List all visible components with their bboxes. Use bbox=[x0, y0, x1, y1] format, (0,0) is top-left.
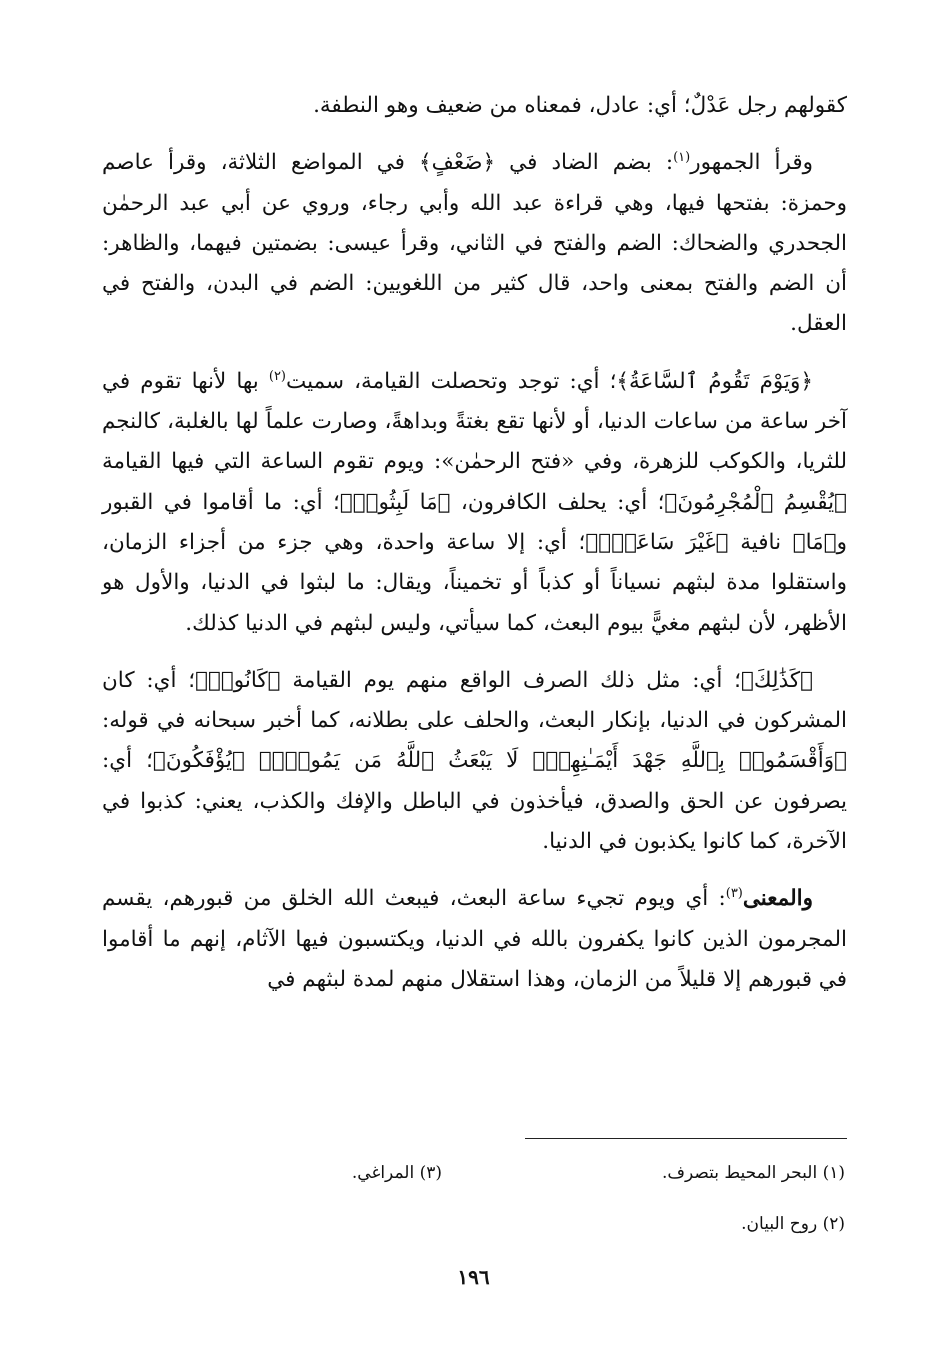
paragraph-3-text-a: ﴿وَيَوْمَ تَقُومُ ٱلسَّاعَةُ﴾؛ أي: توجد وتحصلت القيامة، سميت bbox=[286, 368, 814, 394]
paragraph-1: كقولهم رجل عَدْلٌ؛ أي: عادل، فمعناه من ضعيف وهو النطفة. bbox=[313, 93, 847, 118]
paragraph-2-text: : بضم الضاد في ﴿ضَعْفٍ﴾ في المواضع الثلاثة، وقرأ عاصم وحمزة: بفتحها فيها، وهي قراءة عبد الله وأبي رجاء، وروي عن أبي عبد الرحمٰن الجحدري والضحاك: الضم والفتح في الثاني، وقرأ عيسى: بضمتين فيهما، والظاهر: أن الضم والفتح بمعنى واحد، قال كثير من اللغويين: الضم في البدن، والفتح في العقل. bbox=[102, 150, 847, 337]
paragraph-2 bbox=[102, 143, 847, 344]
paragraph-5-text: : أي ويوم تجيء ساعة البعث، فيبعث الله الخلق من قبورهم، يقسم المجرمون الذين كانوا يكفرون بالله في الدنيا، ويكتسبون فيها الآثام، إنهم ما أقاموا في قبورهم إلا قليلاً من الزمان، وهذا استقلال منهم لمدة لبثهم في bbox=[102, 886, 847, 992]
paragraph-2-lead: وقرأ الجمهور bbox=[690, 150, 814, 176]
paragraph-4: ﴿كَذَٰلِكَ﴾؛ أي: مثل ذلك الصرف الواقع منهم يوم القيامة ﴿كَانُوا۟﴾؛ أي: كان المشركون في الدنيا، بإنكار البعث، والحلف على بطلانه، كما أخبر سبحانه في قوله: ﴿وَأَقْسَمُوا۟ بِٱللَّهِ جَهْدَ أَيْمَـٰنِهِمْۙ لَا يَبْعَثُ ٱللَّهُ مَن يَمُوتُۚ﴾ ﴿يُؤْفَكُونَ﴾؛ أي: يصرفون عن الحق والصدق، فيأخذون في الباطل والإفك والكذب، يعني: كذبوا في الآخرة، كما كانوا يكذبون في الدنيا. bbox=[102, 667, 847, 855]
footnote-2: (٢) روح البيان. bbox=[741, 1214, 845, 1234]
paragraph-5-lead: والمعنى bbox=[742, 886, 813, 912]
paragraph-3-text-b: بها لأنها تقوم في آخر ساعة من ساعات الدنيا، أو لأنها تقع بغتةً وبداهةً، وصارت علماً لها بالغلبة، كالنجم للثريا، والكوكب للزهرة، وفي «فتح الرحمٰن»: ويوم تقوم الساعة التي فيها القيامة ﴿يُقْسِمُ ٱلْمُجْرِمُونَ﴾؛ أي: يحلف الكافرون، ﴿مَا لَبِثُوا۟﴾؛ أي: ما أقاموا في القبور و﴿مَا﴾ نافية ﴿غَيْرَ سَاعَةٍۚ﴾؛ أي: إلا ساعة واحدة، وهي جزء من أجزاء الزمان، واستقلوا مدة لبثهم نسياناً أو كذباً أو تخميناً، ويقال: ما لبثوا في الدنيا، والأول هو الأظهر، لأن لبثهم مغيًّ بيوم البعث، كما سيأتي، وليس لبثهم في الدنيا كذلك. bbox=[102, 368, 847, 636]
page-number: ١٩٦ bbox=[457, 1265, 490, 1289]
paragraph-3 bbox=[102, 362, 847, 644]
footnote-ref-2[interactable]: (٢) bbox=[268, 368, 286, 384]
footnote-1: (١) البحر المحيط بتصرف. bbox=[662, 1163, 845, 1183]
footnote-ref-3[interactable]: (٣) bbox=[725, 886, 743, 902]
footnote-ref-1[interactable]: (١) bbox=[673, 150, 691, 166]
footnote-3: (٣) المراغي. bbox=[351, 1163, 442, 1183]
footnote-separator bbox=[525, 1138, 847, 1139]
paragraph-5 bbox=[102, 879, 847, 1000]
main-text bbox=[102, 86, 847, 1017]
